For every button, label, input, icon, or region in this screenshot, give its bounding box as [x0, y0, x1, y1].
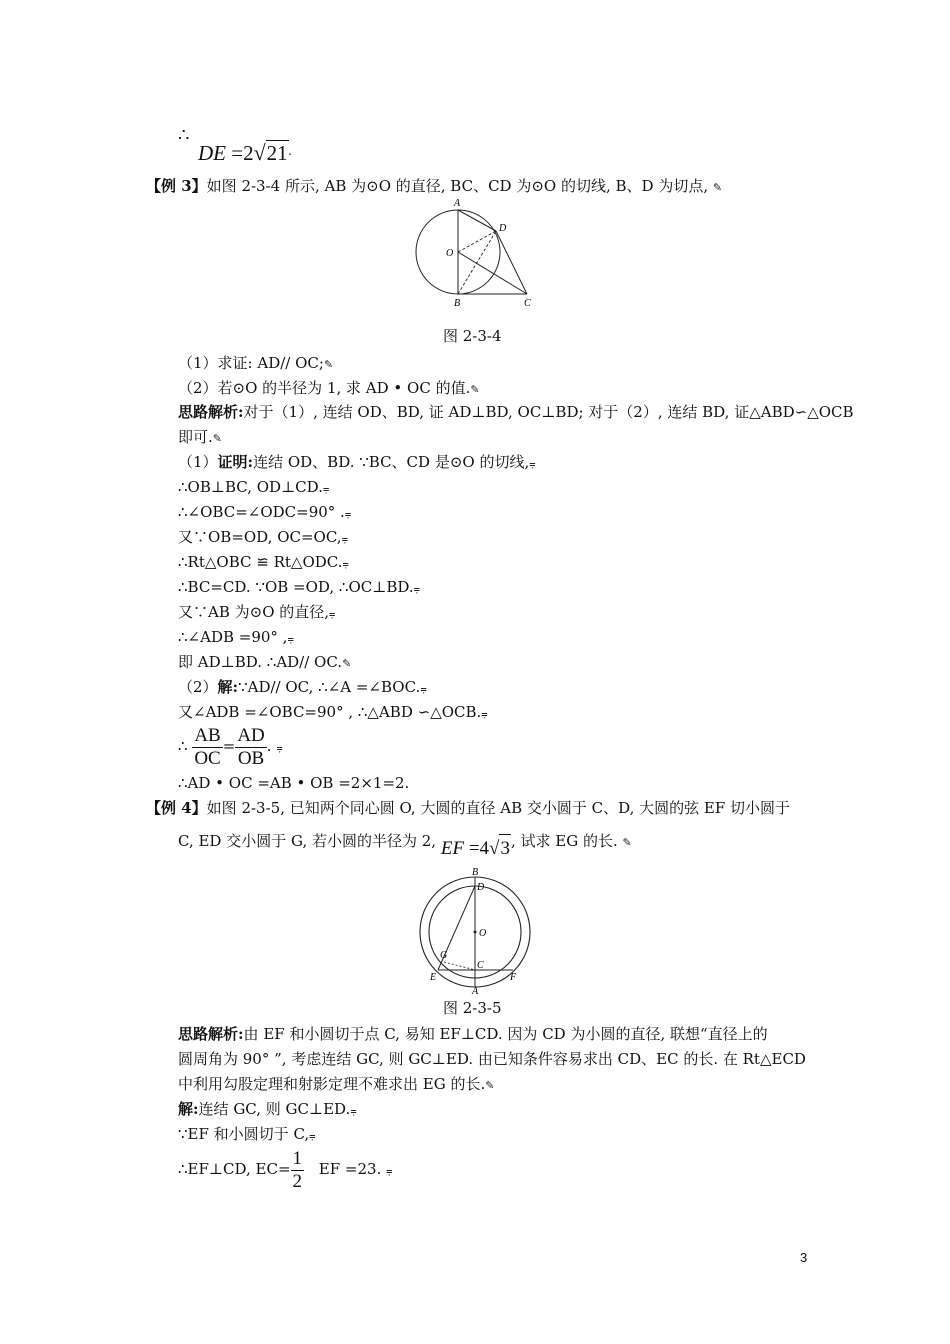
- equals-mark-icon: ⩦: [420, 682, 427, 695]
- ex3-p2-prefix: （2）: [178, 678, 218, 696]
- fig4-label-a: A: [454, 198, 461, 209]
- ex3-s10-end: .: [266, 737, 272, 755]
- top-lhs: DE: [198, 141, 226, 165]
- page-number: 3: [800, 1250, 808, 1265]
- ex3-s5-text: ∴BC=CD. ∵OB =OD, ∴OC⊥BD.: [178, 578, 414, 596]
- fig4-segment-ad: [458, 210, 496, 231]
- pen-hand-icon: ✎: [470, 383, 480, 396]
- ex3-step-3: [178, 527, 348, 549]
- half-den: 2: [292, 1170, 303, 1192]
- fig4-dashed-od: [458, 231, 496, 252]
- fig5-label-c: C: [477, 960, 484, 971]
- ex4-sol-2-text: ∵EF 和小圆切于 C,: [178, 1125, 310, 1143]
- equals-mark-icon: ⩦: [481, 707, 488, 720]
- ef-lhs: EF: [440, 838, 465, 859]
- ex3-p2-title: 解:: [217, 678, 239, 696]
- ex4-sol-3: [178, 1146, 393, 1194]
- fig5-label-a: A: [472, 986, 479, 996]
- ex3-s10-therefore: ∴: [178, 737, 188, 755]
- ex4-sol-3b: EF =23.: [318, 1160, 382, 1178]
- top-radicand: 21: [266, 141, 288, 165]
- ex4-sol-1: [178, 1099, 357, 1121]
- frac2-num: AD: [237, 724, 265, 746]
- ex4-hint-1-text: 由 EF 和小圆切于点 C, 易知 EF⊥CD. 因为 CD 为小圆的直径, 联想“直径上的: [243, 1025, 768, 1043]
- equals-mark-icon: ⩦: [386, 1164, 393, 1177]
- equals-mark-icon: ⩦: [322, 482, 330, 495]
- top-equation: [198, 140, 292, 165]
- ex3-p2-text: ∵AD// OC, ∴∠A =∠BOC.: [238, 678, 421, 696]
- equals-mark-icon: ⩦: [341, 532, 349, 545]
- ex3-step-2: [178, 502, 351, 524]
- ex3-q1: [178, 353, 333, 375]
- ex4-hint-title: 思路解析:: [178, 1025, 244, 1043]
- fraction-one-half: [291, 1148, 305, 1193]
- ex3-step-10: [178, 723, 283, 771]
- ex3-s1-text: ∴OB⊥BC, OD⊥CD.: [178, 478, 323, 496]
- ex4-hint-3: [178, 1074, 494, 1096]
- ex3-q2: [178, 378, 480, 400]
- half-num: 1: [292, 1147, 303, 1169]
- ex3-step-9: [178, 702, 488, 724]
- ex3-s3-text: 又∵OB=OD, OC=OC,: [178, 528, 342, 546]
- ex3-step-6: [178, 602, 335, 624]
- top-coef: 2: [243, 141, 254, 165]
- fig5-label-b: B: [472, 867, 479, 878]
- fig5-label-g: G: [440, 950, 448, 961]
- ex4-sol-3a: ∴EF⊥CD, EC=: [178, 1160, 291, 1178]
- equals-mark-icon: ⩦: [287, 632, 294, 645]
- ex3-s4-text: ∴Rt△OBC ≌ Rt△ODC.: [178, 553, 343, 571]
- equals-mark-icon: ⩦: [350, 1104, 357, 1117]
- ex3-tag: 【例 3】: [146, 177, 207, 195]
- ex3-proof-2: [178, 677, 427, 699]
- ex4-stem-2b: , 试求 EG 的长.: [510, 832, 618, 850]
- ex3-step-11: ∴AD • OC =AB • OB =2×1=2.: [178, 774, 410, 792]
- figure-2-3-4: [410, 195, 545, 310]
- ex3-stem: 如图 2-3-4 所示, AB 为⊙O 的直径, BC、CD 为⊙O 的切线, B、D 为切点,: [206, 177, 709, 195]
- sqrt-icon: √: [489, 838, 500, 859]
- ex3-proof-1: [178, 452, 536, 474]
- ex3-q1-text: （1）求证: AD// OC;: [178, 354, 324, 372]
- ex3-step-1: [178, 477, 329, 499]
- ex4-stem-1-text: 如图 2-3-5, 已知两个同心圆 O, 大圆的直径 AB 交小圆于 C、D, 大圆的弦 EF 切小圆于: [206, 799, 791, 817]
- ex3-step-8: [178, 652, 351, 674]
- ex3-p1-text: 连结 OD、BD. ∵BC、CD 是⊙O 的切线,: [253, 453, 530, 471]
- fig-2-3-4-caption: 图 2-3-4: [443, 327, 502, 345]
- fig5-label-o: O: [479, 928, 487, 939]
- pen-hand-icon: ✎: [212, 432, 222, 445]
- fig4-label-c: C: [524, 298, 531, 309]
- equals-mark-icon: ⩦: [276, 741, 283, 754]
- equals-mark-icon: ⩦: [342, 557, 349, 570]
- ex4-hint-1: [178, 1024, 768, 1044]
- ex3-s6-text: 又∵AB 为⊙O 的直径,: [178, 603, 330, 621]
- ex3-s9-text: 又∠ADB =∠OBC=90° , ∴△ABD ∽△OCB.: [178, 703, 482, 721]
- ex4-hint-2: 圆周角为 90° ”, 考虑连结 GC, 则 GC⊥ED. 由已知条件容易求出 CD、EC 的长. 在 Rt△ECD: [178, 1050, 806, 1068]
- fig4-label-b: B: [454, 298, 461, 309]
- ex4-tag: 【例 4】: [146, 799, 207, 817]
- fraction-ab-oc: [192, 725, 222, 770]
- frac2-den: OB: [237, 747, 265, 769]
- fig4-label-o: O: [446, 248, 454, 259]
- pen-hand-icon: ✎: [485, 1079, 495, 1092]
- ex4-stem-2: [178, 826, 632, 857]
- fig5-label-f: F: [510, 972, 517, 983]
- figure-2-3-5: [416, 866, 536, 996]
- fig4-label-d: D: [499, 223, 507, 234]
- ex4-stem-2a: C, ED 交小圆于 G, 若小圆的半径为 2,: [178, 832, 437, 850]
- ex3-p1-prefix: （1）: [178, 453, 218, 471]
- ex3-s10-eq: =: [222, 737, 236, 755]
- fraction-ad-ob: [235, 725, 266, 770]
- top-therefore: ∴: [178, 125, 190, 146]
- ex4-ef-equation: [441, 838, 511, 859]
- ex4-hint-3-text: 中利用勾股定理和射影定理不难求出 EG 的长.: [178, 1075, 486, 1093]
- ex3-hint-2-text: 即可.: [178, 428, 213, 446]
- ef-radicand: 3: [499, 834, 511, 863]
- fig5-center-dot: [474, 931, 477, 934]
- ex4-stem-1: [146, 798, 790, 818]
- ex3-p1-title: 证明:: [217, 453, 254, 471]
- fig5-dashed-gc: [444, 962, 475, 970]
- ef-coef: 4: [479, 838, 490, 859]
- ex3-hint-2: [178, 427, 222, 449]
- ex4-sol-2: [178, 1124, 316, 1146]
- fig5-label-d: D: [477, 882, 485, 893]
- pen-hand-icon: ✎: [342, 657, 352, 670]
- equals-mark-icon: ⩦: [329, 607, 336, 620]
- ex3-hint-1-text: 对于（1）, 连结 OD、BD, 证 AD⊥BD, OC⊥BD; 对于（2）, 连结 BD, 证△ABD∽△OCB: [243, 403, 854, 421]
- pen-hand-icon: ✎: [323, 358, 334, 371]
- ex3-hint-1: [178, 402, 854, 422]
- pen-hand-icon: ✎: [712, 181, 723, 194]
- ex3-hint-title: 思路解析:: [178, 403, 244, 421]
- ex4-sol-title: 解:: [178, 1100, 199, 1118]
- fig4-dashed-bd: [458, 231, 496, 294]
- top-eq: =: [231, 141, 244, 165]
- equals-mark-icon: ⩦: [413, 582, 421, 595]
- ex3-s7-text: ∴∠ADB =90° ,: [178, 628, 288, 646]
- ex4-sol-1-text: 连结 GC, 则 GC⊥ED.: [198, 1100, 351, 1118]
- ex3-q2-text: （2）若⊙O 的半径为 1, 求 AD • OC 的值.: [178, 379, 471, 397]
- equals-mark-icon: ⩦: [309, 1129, 316, 1142]
- fig-2-3-5-caption: 图 2-3-5: [443, 999, 502, 1017]
- equals-mark-icon: ⩦: [344, 507, 352, 520]
- sqrt-icon: √: [253, 140, 266, 165]
- fig5-label-e: E: [430, 972, 437, 983]
- ex3-step-4: [178, 552, 349, 574]
- frac1-den: OC: [194, 747, 221, 769]
- equals-mark-icon: ⩦: [529, 457, 536, 470]
- frac1-num: AB: [194, 724, 221, 746]
- ex3-s8-text: 即 AD⊥BD. ∴AD// OC.: [178, 653, 343, 671]
- ex3-step-7: [178, 627, 294, 649]
- ex3-step-5: [178, 577, 420, 599]
- top-dot: .: [288, 144, 293, 159]
- ef-eq: =: [468, 838, 480, 859]
- ex3-s2-text: ∴∠OBC=∠ODC=90° .: [178, 503, 345, 521]
- pen-hand-icon: ✎: [622, 836, 632, 849]
